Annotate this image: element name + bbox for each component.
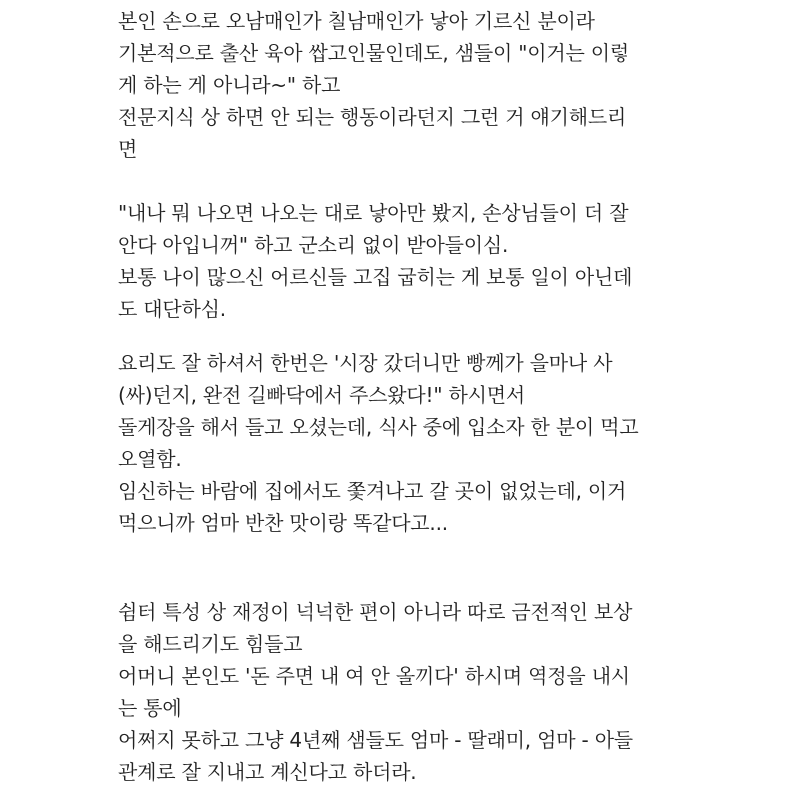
text-line: 보통 나이 많으신 어르신들 고집 굽히는 게 보통 일이 아닌데 [118, 265, 633, 289]
text-line: 면 [118, 137, 138, 161]
text-line: 는 통에 [118, 696, 182, 720]
text-line: 임신하는 바람에 집에서도 쫓겨나고 갈 곳이 없었는데, 이거 [118, 479, 627, 503]
text-line: 돌게장을 해서 들고 오셨는데, 식사 중에 입소자 한 분이 먹고 [118, 415, 639, 439]
text-line: 어쩌지 못하고 그냥 4년째 샘들도 엄마 - 딸래미, 엄마 - 아들 [118, 728, 633, 752]
text-line: (싸)던지, 완전 길빠닥에서 주스왔다!" 하시면서 [118, 383, 525, 407]
text-line: 본인 손으로 오남매인가 칠남매인가 낳아 기르신 분이라 [118, 9, 595, 33]
text-line: "내나 뭐 나오면 나오는 대로 낳아만 봤지, 손상님들이 더 잘 [118, 201, 629, 225]
text-line: 관계로 잘 지내고 계신다고 하더라. [118, 760, 417, 784]
text-line: 을 해드리기도 힘들고 [118, 632, 303, 656]
text-line: 안다 아입니꺼" 하고 군소리 없이 받아들이심. [118, 233, 509, 257]
text-line: 도 대단하심. [118, 297, 226, 321]
text-line: 게 하는 게 아니라~" 하고 [118, 73, 341, 97]
text-line: 기본적으로 출산 육아 쌉고인물인데도, 샘들이 "이거는 이렇 [118, 41, 629, 65]
text-line: 먹으니까 엄마 반찬 맛이랑 똑같다고... [118, 511, 448, 535]
text-line: 오열함. [118, 447, 182, 471]
text-line: 쉼터 특성 상 재정이 넉넉한 편이 아니라 따로 금전적인 보상 [118, 600, 633, 624]
text-line: 어머니 본인도 '돈 주면 내 여 안 올끼다' 하시며 역정을 내시 [118, 664, 630, 688]
text-line: 요리도 잘 하셔서 한번은 '시장 갔더니만 빵께가 을마나 사 [118, 351, 613, 375]
text-line: 전문지식 상 하면 안 되는 행동이라던지 그런 거 얘기해드리 [118, 105, 627, 129]
